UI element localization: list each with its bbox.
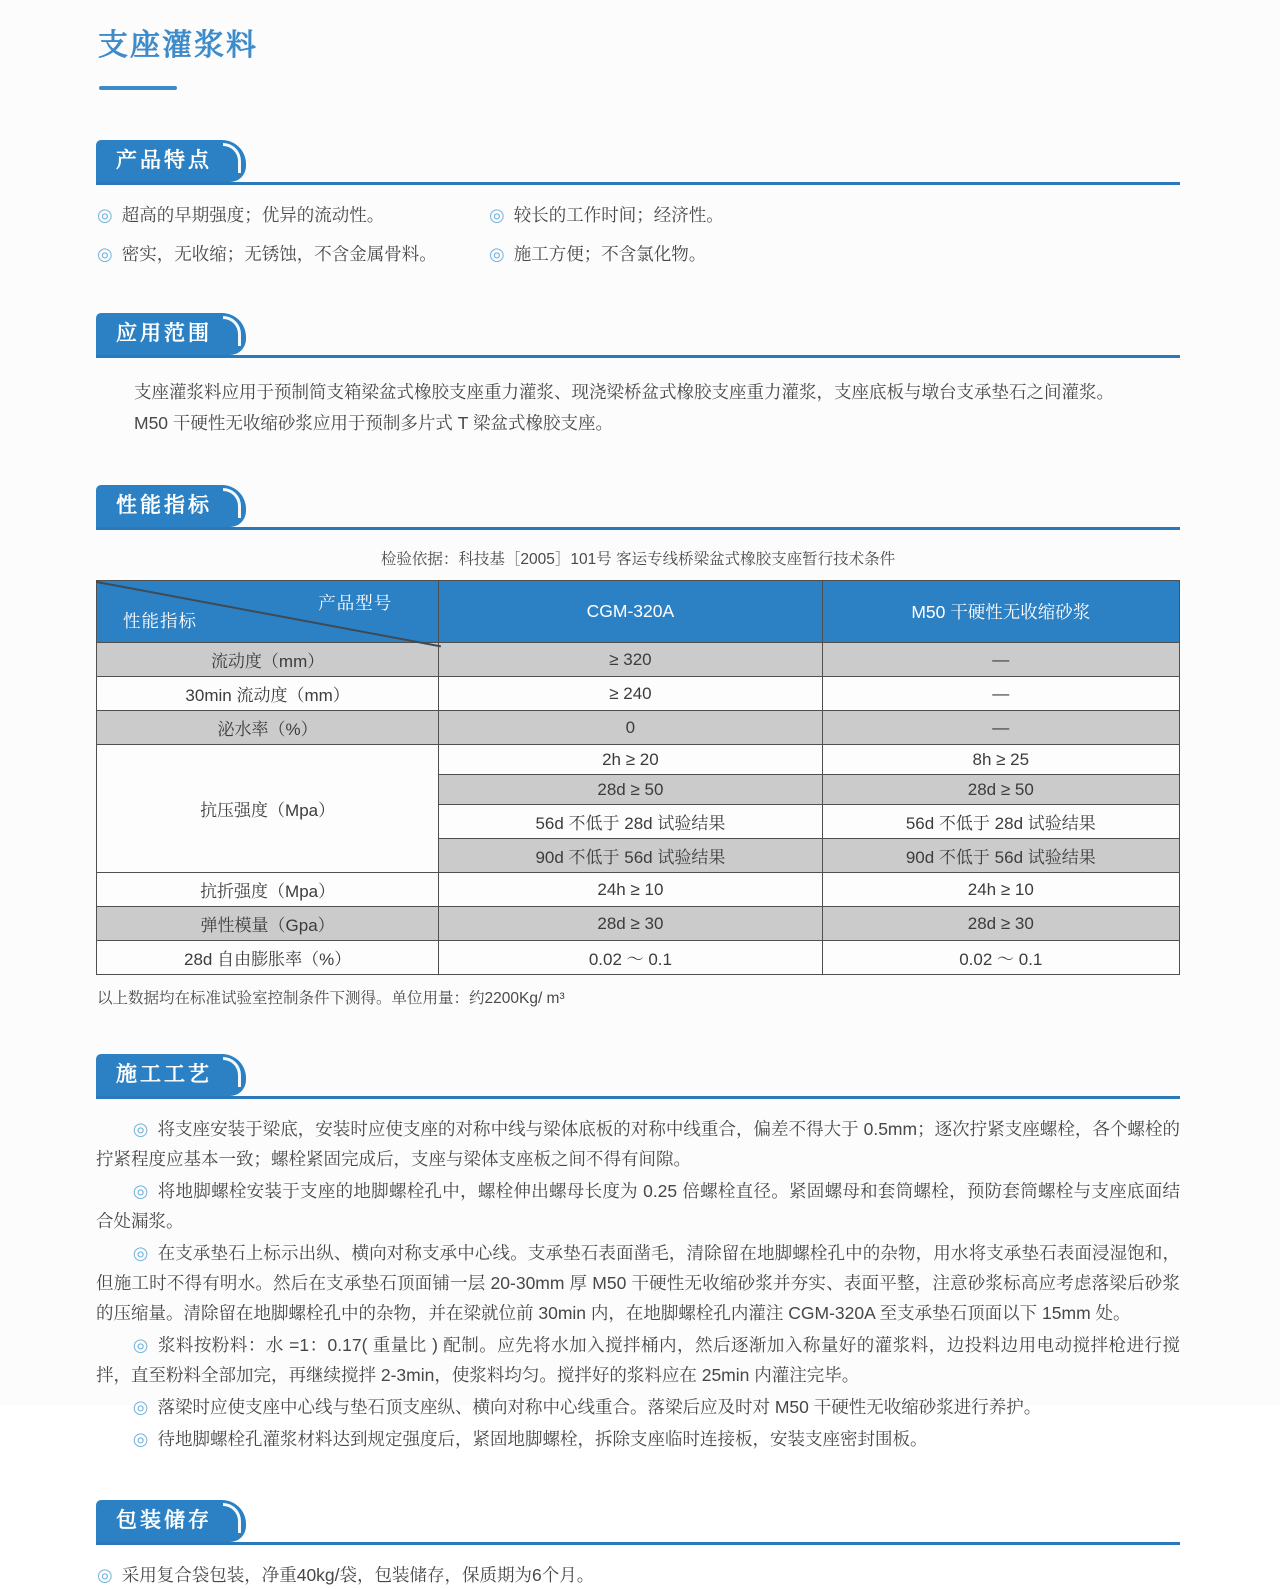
process-step [96,1330,1180,1390]
cell-cgm: ≥ 320 [439,643,822,677]
cell-m50: — [822,643,1179,677]
row-label: 泌水率（%） [97,711,439,745]
performance-table [96,580,1180,975]
section-badge-features: 产品特点 [96,140,246,182]
double-circle-bullet-icon: ◎ [97,244,113,264]
table-row [97,873,1180,907]
section-badge-application: 应用范围 [96,313,246,355]
application-line: M50 干硬性无收缩砂浆应用于预制多片式 T 梁盆式橡胶支座。 [134,413,614,433]
cell-cgm: 2h ≥ 20 [439,745,822,775]
cell-m50: 90d 不低于 56d 试验结果 [822,839,1179,873]
table-row [97,745,1180,775]
table-header-row [97,581,1180,643]
column-header-m50: M50 干硬性无收缩砂浆 [822,581,1179,643]
section-badge-packaging: 包装储存 [96,1500,246,1542]
table-note: 以上数据均在标准试验室控制条件下测得。单位用量：约2200Kg/ m³ [97,990,565,1007]
process-step-text: 在支承垫石上标示出纵、横向对称支承中心线。支承垫石表面凿毛，清除留在地脚螺栓孔中的杂物，用水将支承垫石表面浸湿饱和，但施工时不得有明水。然后在支承垫石顶面铺一层 20-30mm 厚 M50 干硬性无收缩砂浆并夯实、表面平整，注意砂浆标高应考虑落梁后砂浆的压缩量。清除留在地脚螺栓孔中的杂物，并在梁就位前 30min 内，在地脚螺栓孔内灌注 CGM-320A 至支承垫石顶面以下 15mm 处。 [96,1243,1180,1323]
cell-cgm: 28d ≥ 50 [439,775,822,805]
process-step-text: 待地脚螺栓孔灌浆材料达到规定强度后，紧固地脚螺栓，拆除支座临时连接板，安装支座密封围板。 [157,1429,928,1449]
double-circle-bullet-icon: ◎ [132,1335,149,1355]
features-list [97,202,1180,267]
section-badge-performance: 性能指标 [96,485,246,527]
cell-m50: 28d ≥ 50 [822,775,1179,805]
feature-text: 较长的工作时间；经济性。 [513,205,724,225]
table-row [97,643,1180,677]
table-row [97,677,1180,711]
table-row [97,941,1180,975]
inspection-basis: 检验依据：科技基［2005］101号 客运专线桥梁盆式橡胶支座暂行技术条件 [380,551,896,568]
cell-cgm: 0.02 ～ 0.1 [439,941,822,975]
cell-cgm: 24h ≥ 10 [439,873,822,907]
row-label: 30min 流动度（mm） [97,677,439,711]
cell-cgm: 56d 不低于 28d 试验结果 [439,805,822,839]
feature-text: 密实，无收缩；无锈蚀，不含金属骨料。 [121,244,437,264]
process-step-text: 落梁时应使支座中心线与垫石顶支座纵、横向对称中心线重合。落梁后应及时对 M50 干硬性无收缩砂浆进行养护。 [157,1397,1042,1417]
page-title: 支座灌浆料 [98,29,258,62]
process-step [96,1238,1180,1328]
cell-m50: — [822,711,1179,745]
section-head-process [96,1054,1180,1099]
row-label: 抗折强度（Mpa） [97,873,439,907]
row-label: 流动度（mm） [97,643,439,677]
table-row [97,907,1180,941]
section-head-packaging [96,1500,1180,1545]
section-badge-process: 施工工艺 [96,1054,246,1096]
corner-label-performance-index: 性能指标 [123,611,197,631]
double-circle-bullet-icon: ◎ [132,1119,149,1139]
process-step-text: 浆料按粉料：水 =1：0.17( 重量比 ) 配制。应先将水加入搅拌桶内，然后逐渐加入称量好的灌浆料，边投料边用电动搅拌枪进行搅拌，直至粉料全部加完，再继续搅拌 2-3min，使浆料均匀。搅拌好的浆料应在 25min 内灌注完毕。 [96,1335,1180,1385]
double-circle-bullet-icon: ◎ [97,1565,113,1585]
cell-m50: 56d 不低于 28d 试验结果 [822,805,1179,839]
double-circle-bullet-icon: ◎ [489,205,505,225]
section-head-features [96,140,1180,185]
double-circle-bullet-icon: ◎ [132,1181,149,1201]
section-head-application [96,313,1180,358]
process-step [96,1392,1180,1422]
double-circle-bullet-icon: ◎ [97,205,113,225]
cell-m50: — [822,677,1179,711]
list-item [97,241,489,267]
process-steps [96,1114,1180,1454]
title-underline [99,86,177,90]
double-circle-bullet-icon: ◎ [132,1243,149,1263]
row-label: 28d 自由膨胀率（%） [97,941,439,975]
cell-cgm: 0 [439,711,822,745]
cell-m50: 0.02 ～ 0.1 [822,941,1179,975]
cell-m50: 28d ≥ 30 [822,907,1179,941]
cell-cgm: 28d ≥ 30 [439,907,822,941]
feature-text: 超高的早期强度；优异的流动性。 [121,205,385,225]
process-step-text: 将地脚螺栓安装于支座的地脚螺栓孔中，螺栓伸出螺母长度为 0.25 倍螺栓直径。紧固螺母和套筒螺栓，预防套筒螺栓与支座底面结合处漏浆。 [96,1181,1180,1231]
section-head-performance [96,485,1180,530]
table-corner-cell [97,581,439,643]
cell-m50: 24h ≥ 10 [822,873,1179,907]
packaging-text [97,1561,1180,1589]
row-label: 抗压强度（Mpa） [97,745,439,873]
process-step [96,1424,1180,1454]
feature-text: 施工方便；不含氯化物。 [513,244,707,264]
application-text [134,377,1180,439]
process-step [96,1176,1180,1236]
cell-cgm: ≥ 240 [439,677,822,711]
double-circle-bullet-icon: ◎ [132,1429,149,1449]
column-header-cgm320a: CGM-320A [439,581,822,643]
corner-label-product-model: 产品型号 [318,593,393,613]
application-line: 支座灌浆料应用于预制简支箱梁盆式橡胶支座重力灌浆、现浇梁桥盆式橡胶支座重力灌浆，支座底板与墩台支承垫石之间灌浆。 [134,382,1114,402]
row-label: 弹性模量（Gpa） [97,907,439,941]
packaging-line: 采用复合袋包装，净重40kg/袋，包装储存，保质期为6个月。 [121,1565,595,1585]
cell-m50: 8h ≥ 25 [822,745,1179,775]
process-step-text: 将支座安装于梁底，安装时应使支座的对称中线与梁体底板的对称中线重合，偏差不得大于 0.5mm；逐次拧紧支座螺栓，各个螺栓的拧紧程度应基本一致；螺栓紧固完成后，支座与梁体支座板之间不得有间隙。 [96,1119,1180,1169]
list-item [489,241,1180,267]
list-item [489,202,1180,228]
double-circle-bullet-icon: ◎ [489,244,505,264]
table-row [97,711,1180,745]
list-item [97,202,489,228]
double-circle-bullet-icon: ◎ [132,1397,149,1417]
process-step [96,1114,1180,1174]
cell-cgm: 90d 不低于 56d 试验结果 [439,839,822,873]
